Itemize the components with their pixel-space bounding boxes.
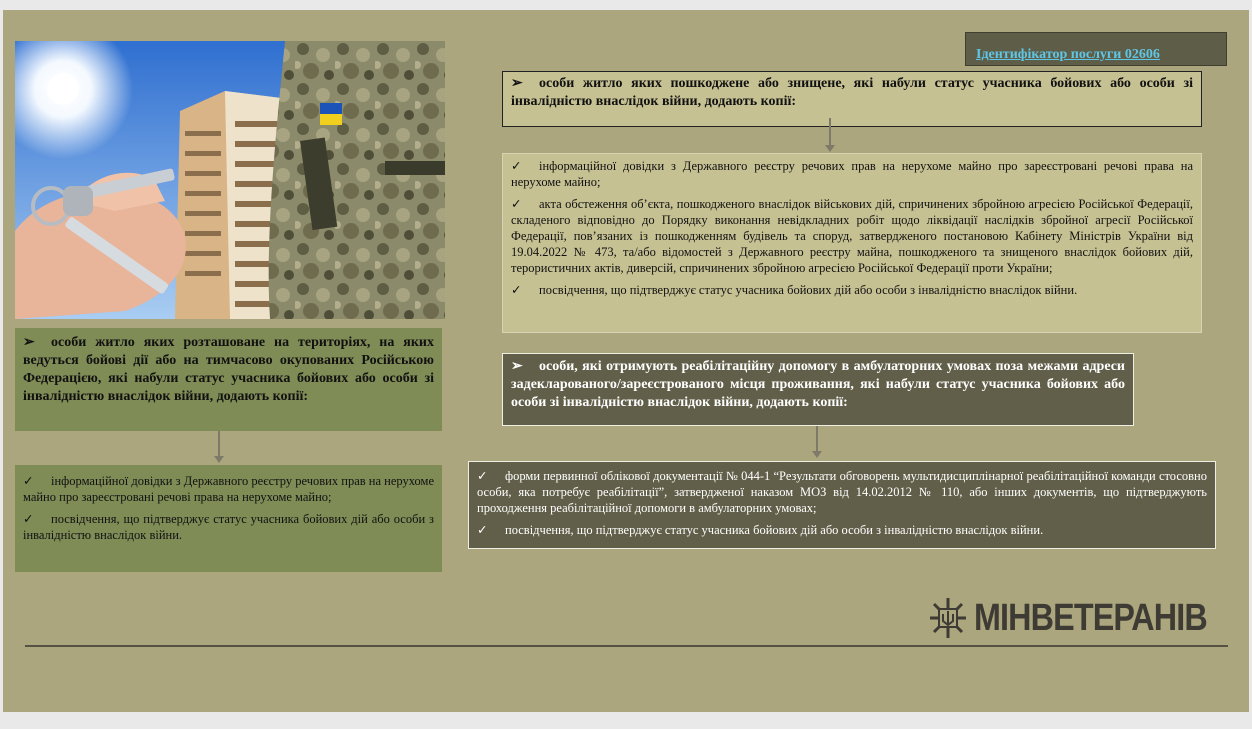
list-item: ✓ інформаційної довідки з Державного реєстру речових прав на нерухоме майно про зареєстровані речові права на нерухоме майно; xyxy=(23,474,434,504)
list-item: ✓ посвідчення, що підтверджує статус учасника бойових дій або особи з інвалідністю внаслідок війни. xyxy=(23,512,434,542)
section-left-list xyxy=(15,465,442,572)
list-item: ✓ форми первинної облікової документації № 044-1 “Результати обговорень мультидисциплінарної реабілітаційної команди стосовно особи, яка потребує реабілітації”, затвердженої наказом МОЗ від 14.02.2012 № 110, або інших документів, що підтверджують проходження реабілітаційної допомоги в амбулаторних умовах; xyxy=(477,469,1207,515)
connector-arrow-icon xyxy=(816,426,818,452)
ministry-logo xyxy=(928,596,1230,640)
arrow-bullet-icon: ➢ xyxy=(511,359,523,374)
list-item: ✓ посвідчення, що підтверджує статус учасника бойових дій або особи з інвалідністю внаслідок війни. xyxy=(511,283,1078,297)
section-top-list xyxy=(502,153,1202,333)
list-item: ✓ акта обстеження об’єкта, пошкодженого внаслідок військових дій, спричинених збройною агресією Російської Федерації, складеного відповідно до Порядку виконання невідкладних робіт щодо ліквідації наслідків збройної агресії Російської Федерації, пов’язаних із пошкодженням будівель та споруд, затвердженого постановою Кабінету Міністрів України від 19.04.2022 № 473, та/або відомостей з Державного реєстру майна, пошкодженого та знищеного внаслідок бойових дій, терористичних актів, диверсій, спричинених збройною агресією Російської Федерації проти України; xyxy=(511,197,1193,275)
list-item: ✓ посвідчення, що підтверджує статус учасника бойових дій або особи з інвалідністю внаслідок війни. xyxy=(477,523,1044,537)
section-bottom-heading-box xyxy=(502,353,1134,426)
section-top-heading: особи житло яких пошкоджене або знищене, які набули статус учасника бойових або особи зі інвалідністю внаслідок війни, додають копії: xyxy=(511,76,1193,109)
service-id-box xyxy=(965,32,1227,66)
illustration-keys-building-soldier xyxy=(15,41,445,319)
check-icon: ✓ xyxy=(23,512,34,526)
check-icon: ✓ xyxy=(511,197,522,211)
check-icon: ✓ xyxy=(23,474,34,488)
photo-illustration xyxy=(15,41,445,319)
arrow-bullet-icon: ➢ xyxy=(23,335,35,350)
section-bottom-heading: особи, які отримують реабілітаційну допомогу в амбулаторних умовах поза межами адреси задекларованого/зареєстрованого місця проживання, які набули статус учасника бойових або особи зі інвалідністю внаслідок війни, додають копії: xyxy=(511,359,1125,410)
section-left-heading-box xyxy=(15,328,442,431)
slide xyxy=(3,10,1249,712)
connector-arrow-icon xyxy=(829,118,831,146)
connector-arrow-icon xyxy=(218,431,220,457)
ministry-logo-text: МІНВЕТЕРАНІВ xyxy=(974,597,1207,639)
section-top-heading-box xyxy=(502,71,1202,127)
check-icon: ✓ xyxy=(477,523,488,537)
check-icon: ✓ xyxy=(511,283,522,297)
emblem-icon xyxy=(928,596,968,640)
section-left-heading: особи житло яких розташоване на територіях, на яких ведуться бойові дії або на тимчасово окупованих Російською Федерацією, які набули статус учасника бойових або особи зі інвалідністю внаслідок війни, додають копії: xyxy=(23,335,434,404)
check-icon: ✓ xyxy=(511,159,522,173)
footer-divider xyxy=(25,645,1228,647)
service-id-link[interactable]: Ідентифікатор послуги 02606 xyxy=(976,47,1160,62)
list-item: ✓ інформаційної довідки з Державного реєстру речових прав на нерухоме майно про зареєстровані речові права на нерухоме майно; xyxy=(511,159,1193,189)
section-bottom-list xyxy=(468,461,1216,549)
check-icon: ✓ xyxy=(477,469,488,483)
arrow-bullet-icon: ➢ xyxy=(511,76,523,91)
